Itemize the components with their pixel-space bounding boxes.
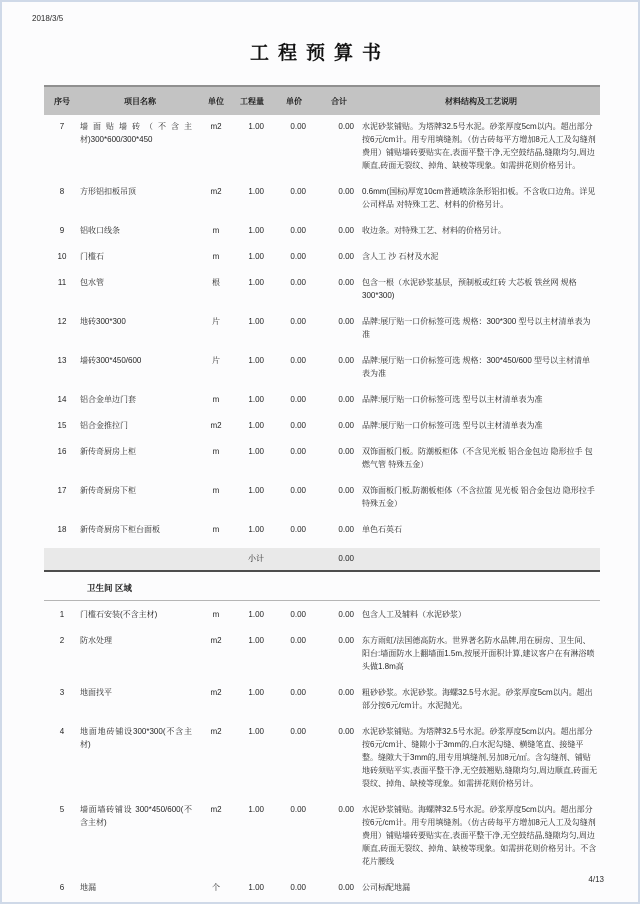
row-no: 14	[57, 395, 67, 404]
row-no: 8	[59, 187, 65, 196]
row-spec: 水泥砂浆铺贴。海螺牌32.5号水泥。砂浆厚度5cm以内。超出部分按6元/cm计。用专用填缝剂。（仿古砖每平方增加8元人工及勾缝剂费用）铺贴墙砖要贴实在,表面平整干净,无空鼓结晶,缝隙均匀,周边顺直,砖面无裂纹、掉角、缺棱等现象。如需拼花则价格另计。不含花片腰线	[362, 805, 597, 866]
row-spec: 品牌:展厅贴一口价标签可选 型号以主材清单表为准	[362, 395, 543, 404]
row-unit-price: 0.00	[290, 395, 306, 404]
header-price: 单价	[286, 96, 302, 106]
row-unit-price: 0.00	[290, 278, 306, 287]
row-spec: 包含一根（水泥砂浆基层，预制板或红砖 大芯板 铁丝网 规格300*300)	[362, 278, 577, 300]
row-total: 0.00	[338, 421, 354, 430]
document-date: 2018/3/5	[32, 14, 64, 23]
header-total: 合计	[331, 96, 347, 106]
row-no: 2	[59, 636, 65, 645]
row-unit: m2	[210, 805, 222, 814]
row-spec: 水泥砂浆铺贴。为塔牌32.5号水泥。砂浆厚度5cm以内。超出部分按6元/cm计。用专用填缝剂。（仿古砖每平方增加8元人工及勾缝剂费用）铺贴墙砖要贴实在,表面平整干净,无空鼓结晶,缝隙均匀,周边顺直,砖面无裂纹、掉角、缺棱等现象。如需拼花则价格另计。	[362, 122, 596, 170]
row-unit-price: 0.00	[290, 610, 306, 619]
row-item-name: 方形铝扣板吊顶	[80, 187, 136, 196]
table-body	[44, 115, 600, 904]
row-spec: 双饰面板门板,防潮板柜体（不含拉篮 见光板 铝合金包边 隐形拉手 特殊五金）	[362, 486, 595, 508]
row-unit-price: 0.00	[290, 421, 306, 430]
row-unit: 根	[212, 278, 220, 287]
table-row	[44, 876, 600, 902]
row-spec: 品牌:展厅贴一口价标签可选 规格：300*300 型号以主材清单表为准	[362, 317, 591, 339]
table-row	[44, 180, 600, 219]
row-unit-price: 0.00	[290, 187, 306, 196]
row-item-name: 地面地砖铺设300*300(不含主材)	[80, 727, 192, 749]
row-total: 0.00	[338, 395, 354, 404]
table-row	[44, 629, 600, 681]
header-no: 序号	[54, 96, 70, 106]
row-item-name: 铝合金推拉门	[80, 421, 128, 430]
row-item-name: 新传奇厨房下柜台面板	[80, 525, 160, 534]
page-title: 工程预算书	[249, 43, 390, 64]
row-quantity: 1.00	[248, 447, 264, 456]
table-header-row	[44, 85, 600, 115]
row-unit-price: 0.00	[290, 486, 306, 495]
table-row	[44, 603, 600, 629]
row-quantity: 1.00	[248, 356, 264, 365]
row-unit: m2	[210, 636, 222, 645]
row-spec: 双饰面板门板。防潮板柜体（不含见光板 铝合金包边 隐形拉手 包燃气管 特殊五金）	[362, 447, 593, 469]
row-no: 7	[59, 122, 65, 131]
row-item-name: 新传奇厨房上柜	[80, 447, 136, 456]
row-unit: m2	[210, 187, 222, 196]
row-item-name: 新传奇厨房下柜	[80, 486, 136, 495]
row-no: 12	[57, 317, 67, 326]
table-row	[44, 388, 600, 414]
row-spec: 品牌:展厅贴一口价标签可选 型号以主材清单表为准	[362, 421, 543, 430]
row-quantity: 1.00	[248, 278, 264, 287]
row-quantity: 1.00	[248, 636, 264, 645]
row-unit: m	[212, 395, 220, 404]
row-unit-price: 0.00	[290, 636, 306, 645]
row-unit: m2	[210, 421, 222, 430]
row-item-name: 墙砖300*450/600	[80, 356, 142, 365]
row-unit-price: 0.00	[290, 688, 306, 697]
header-unit: 单位	[208, 96, 224, 106]
row-no: 16	[57, 447, 67, 456]
row-total: 0.00	[338, 317, 354, 326]
row-quantity: 1.00	[248, 525, 264, 534]
row-item-name: 包水管	[80, 278, 104, 287]
row-unit-price: 0.00	[290, 122, 306, 131]
row-item-name: 防水处理	[80, 636, 112, 645]
row-item-name: 墙面贴墙砖（不含主材)300*600/300*450	[80, 122, 192, 144]
row-total: 0.00	[338, 278, 354, 287]
row-unit: m2	[210, 688, 222, 697]
row-unit-price: 0.00	[290, 356, 306, 365]
table-row	[44, 115, 600, 180]
table-row	[44, 440, 600, 479]
section-title: 卫生间 区域	[87, 583, 132, 593]
row-total: 0.00	[338, 252, 354, 261]
row-item-name: 门槛石安装(不含主材)	[80, 610, 158, 619]
table-row	[44, 518, 600, 544]
row-item-name: 铝合金单边门套	[80, 395, 136, 404]
table-row	[44, 720, 600, 798]
row-unit: m	[212, 226, 220, 235]
row-no: 6	[59, 883, 65, 892]
row-unit-price: 0.00	[290, 226, 306, 235]
row-unit: m	[212, 525, 220, 534]
row-no: 18	[57, 525, 67, 534]
row-no: 9	[59, 226, 65, 235]
table-row	[44, 798, 600, 876]
row-no: 11	[57, 278, 67, 287]
header-spec: 材料结构及工艺说明	[445, 96, 517, 106]
row-total: 0.00	[338, 688, 354, 697]
subtotal-row	[44, 548, 600, 572]
row-no: 4	[59, 727, 65, 736]
table-row	[44, 479, 600, 518]
row-unit-price: 0.00	[290, 883, 306, 892]
row-spec: 粗砂砂浆。水泥砂浆。海螺32.5号水泥。砂浆厚度5cm以内。超出部分按6元/cm计。水泥抛光。	[362, 688, 593, 710]
row-quantity: 1.00	[248, 688, 264, 697]
row-unit-price: 0.00	[290, 252, 306, 261]
row-spec: 收边条。对特殊工艺、材料的价格另计。	[362, 226, 506, 235]
row-unit: 片	[212, 356, 220, 365]
row-spec: 东方雨虹/法国德高防水。世界著名防水品牌,用在厨房、卫生间、阳台:墙面防水上翻墙面1.5m,按展开面积计算,建议客户在有淋浴喷头做1.8m高	[362, 636, 595, 671]
row-total: 0.00	[338, 447, 354, 456]
table-row	[44, 414, 600, 440]
row-spec: 包含人工及辅料（水泥砂浆）	[362, 610, 466, 619]
row-quantity: 1.00	[248, 421, 264, 430]
row-quantity: 1.00	[248, 805, 264, 814]
row-quantity: 1.00	[248, 226, 264, 235]
row-unit: 个	[212, 883, 220, 892]
row-item-name: 地漏	[80, 883, 96, 892]
row-quantity: 1.00	[248, 883, 264, 892]
row-spec: 含人工 沙 石材及水泥	[362, 252, 439, 261]
row-spec: 水泥砂浆铺贴。为塔牌32.5号水泥。砂浆厚度5cm以内。超出部分按6元/cm计、缝隙小于3mm的,白水泥勾缝、横缝笔直、接缝平整。缝隙大于3mm的,用专用填缝剂,另加8元/㎡。含勾缝剂、铺贴地砖须贴平实,表面平整干净,无空鼓翘贴,缝隙均匀,周边顺直,砖面无裂纹、掉角、缺棱等现象。如需拼花则价格另计。	[362, 727, 598, 788]
row-quantity: 1.00	[248, 610, 264, 619]
page-number: 4/13	[588, 875, 604, 884]
row-quantity: 1.00	[248, 486, 264, 495]
table-row	[44, 310, 600, 349]
row-unit: m	[212, 486, 220, 495]
row-no: 15	[57, 421, 67, 430]
budget-table	[44, 85, 600, 904]
row-no: 17	[57, 486, 67, 495]
subtotal-label: 小计	[248, 554, 264, 563]
row-no: 10	[57, 252, 67, 261]
row-total: 0.00	[338, 486, 354, 495]
row-total: 0.00	[338, 610, 354, 619]
row-item-name: 墙面墙砖铺设 300*450/600(不含主材)	[80, 805, 192, 827]
row-item-name: 门槛石	[80, 252, 104, 261]
row-unit: m2	[210, 727, 222, 736]
subtotal-value: 0.00	[338, 554, 354, 563]
row-quantity: 1.00	[248, 727, 264, 736]
row-unit: m	[212, 447, 220, 456]
row-item-name: 地砖300*300	[80, 317, 126, 326]
table-row	[44, 219, 600, 245]
row-no: 13	[57, 356, 67, 365]
row-quantity: 1.00	[248, 317, 264, 326]
row-quantity: 1.00	[248, 122, 264, 131]
row-spec: 品牌:展厅贴一口价标签可选 规格：300*450/600 型号以主材清单表为准	[362, 356, 591, 378]
row-quantity: 1.00	[248, 252, 264, 261]
row-total: 0.00	[338, 727, 354, 736]
row-unit: 片	[212, 317, 220, 326]
header-quantity: 工程量	[240, 96, 264, 106]
section-header	[44, 572, 600, 601]
row-total: 0.00	[338, 356, 354, 365]
row-total: 0.00	[338, 122, 354, 131]
row-no: 3	[59, 688, 65, 697]
row-unit: m2	[210, 122, 222, 131]
row-spec: 公司标配地漏	[362, 883, 410, 892]
row-unit-price: 0.00	[290, 727, 306, 736]
row-total: 0.00	[338, 187, 354, 196]
table-row	[44, 349, 600, 388]
row-quantity: 1.00	[248, 187, 264, 196]
header-name: 项目名称	[124, 96, 156, 106]
row-total: 0.00	[338, 226, 354, 235]
row-unit-price: 0.00	[290, 805, 306, 814]
table-row	[44, 271, 600, 310]
row-total: 0.00	[338, 805, 354, 814]
row-quantity: 1.00	[248, 395, 264, 404]
row-unit-price: 0.00	[290, 447, 306, 456]
row-unit-price: 0.00	[290, 317, 306, 326]
row-unit-price: 0.00	[290, 525, 306, 534]
row-item-name: 铝收口线条	[80, 226, 120, 235]
row-no: 1	[59, 610, 65, 619]
row-total: 0.00	[338, 525, 354, 534]
row-no: 5	[59, 805, 65, 814]
row-item-name: 地面找平	[80, 688, 112, 697]
table-row	[44, 681, 600, 720]
row-spec: 单色石英石	[362, 525, 402, 534]
row-spec: 0.6mm(国标)厚宽10cm普通喷涂条形铝扣板。不含收口边角。详见公司样品 对特殊工艺、材料的价格另计。	[362, 187, 596, 209]
row-total: 0.00	[338, 636, 354, 645]
table-row	[44, 245, 600, 271]
row-unit: m	[212, 252, 220, 261]
row-unit: m	[212, 610, 220, 619]
row-total: 0.00	[338, 883, 354, 892]
